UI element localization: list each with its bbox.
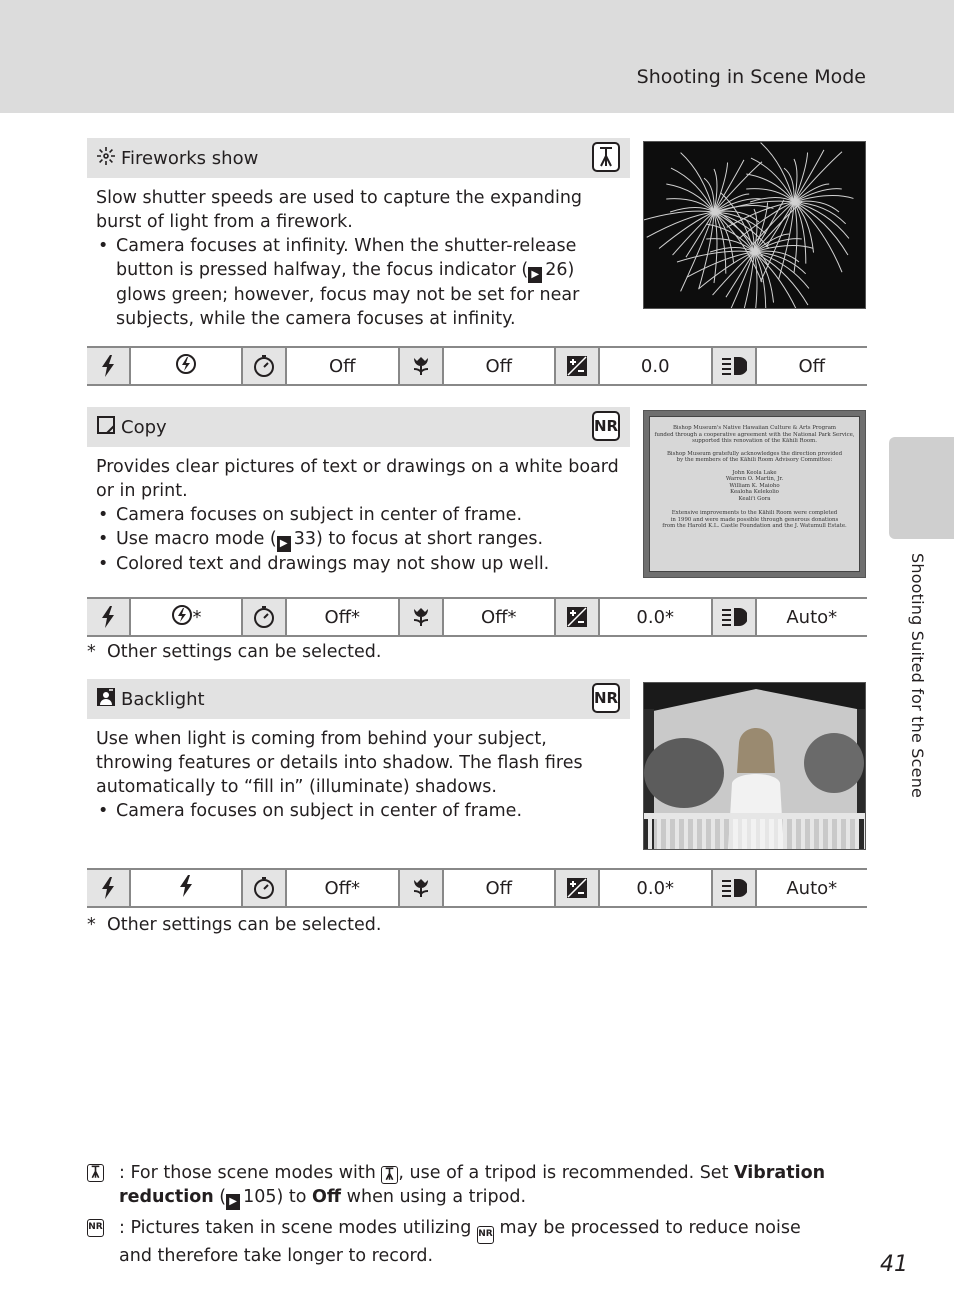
self-timer-value: Off* bbox=[287, 870, 400, 906]
flash-icon bbox=[87, 348, 131, 384]
page-ref-icon: ▶ bbox=[277, 536, 291, 552]
macro-value: Off bbox=[444, 348, 557, 384]
section-intro: Provides clear pictures of text or drawings on a white board or in print. bbox=[96, 457, 619, 501]
bullet-text: Use macro mode ( bbox=[116, 529, 277, 549]
footnote bbox=[87, 915, 381, 935]
section-title-bar bbox=[87, 407, 630, 447]
page-header-title: Shooting in Scene Mode bbox=[636, 66, 866, 88]
backlight-icon bbox=[96, 687, 116, 712]
flash-on-icon bbox=[178, 875, 194, 902]
side-tab-label: Shooting Suited for the Scene bbox=[908, 553, 927, 799]
backlight-photo bbox=[643, 682, 866, 850]
footnote bbox=[87, 642, 381, 662]
sign-line: by the members of the Kāhili Room Advisory Committee: bbox=[676, 457, 833, 463]
footnote-marker: * bbox=[87, 915, 96, 935]
bullet-text: ) to focus at short ranges. bbox=[316, 529, 544, 549]
flash-value bbox=[131, 348, 243, 384]
page-ref-number: 26 bbox=[545, 260, 568, 280]
macro-tulip-icon bbox=[400, 870, 444, 906]
bullet-item: • Colored text and drawings may not show up well. bbox=[96, 552, 626, 576]
bullet-item: • Camera focuses on subject in center of frame. bbox=[96, 799, 626, 823]
macro-value: Off bbox=[444, 870, 557, 906]
exposure-compensation-icon bbox=[556, 870, 600, 906]
flash-icon bbox=[87, 599, 131, 635]
page-ref-number: 105 bbox=[243, 1187, 277, 1207]
flash-icon bbox=[87, 870, 131, 906]
exposure-value: 0.0* bbox=[600, 870, 713, 906]
section-title: Backlight bbox=[121, 689, 205, 710]
note-text: when using a tripod. bbox=[341, 1187, 527, 1207]
page-ref-icon: ▶ bbox=[528, 267, 542, 283]
sign-line: Kealoha Kelekolio bbox=[730, 489, 779, 495]
section-title-bar bbox=[87, 138, 630, 178]
section-body bbox=[96, 455, 626, 576]
bullet-item bbox=[96, 234, 626, 331]
settings-row-fireworks bbox=[87, 346, 867, 386]
bullet-text: ) glows green; however, focus may not be set for near subjects, while the camera focuses at infinity. bbox=[116, 260, 580, 329]
footnote-text: Other settings can be selected. bbox=[107, 642, 382, 662]
sign-line: Warren O. Martin, Jr. bbox=[725, 476, 784, 482]
self-timer-value: Off* bbox=[287, 599, 400, 635]
sign-line: Extensive improvements to the Kāhili Room were completed bbox=[671, 510, 838, 516]
flash-off-icon bbox=[175, 353, 197, 380]
sign-line: supported this renovation of the Kāhili Room. bbox=[692, 438, 817, 444]
noise-reduction-icon: NR bbox=[87, 1219, 104, 1237]
note-text: may be processed to reduce noise and therefore take longer to record. bbox=[119, 1218, 801, 1266]
tripod-icon bbox=[87, 1164, 104, 1182]
section-title: Copy bbox=[121, 417, 167, 438]
section-intro: Slow shutter speeds are used to capture the expanding burst of light from a firework. bbox=[96, 188, 583, 232]
flash-value bbox=[131, 870, 243, 906]
bullet-item: • Camera focuses on subject in center of frame. bbox=[96, 503, 626, 527]
sign-line: in 1990 and were made possible through generous donations bbox=[670, 516, 839, 523]
sign-line: Bishop Museum gratefully acknowledges the direction provided bbox=[666, 450, 843, 457]
self-timer-icon bbox=[243, 599, 287, 635]
footnote-text: Other settings can be selected. bbox=[107, 915, 382, 935]
sign-line: John Keola Lake bbox=[732, 469, 777, 476]
af-assist-icon bbox=[713, 348, 757, 384]
flash-value bbox=[131, 599, 243, 635]
sign-line: from the Harold K.L. Castle Foundation and the J. Watumull Estate. bbox=[662, 523, 847, 529]
sign-line: funded through a cooperative agreement with the National Park Service, bbox=[654, 431, 855, 438]
self-timer-icon bbox=[243, 870, 287, 906]
note-text: ) to bbox=[276, 1187, 313, 1207]
flash-off-icon bbox=[171, 604, 193, 631]
note-tripod bbox=[87, 1161, 827, 1210]
note-text: , use of a tripod is recommended. Set bbox=[398, 1163, 734, 1183]
fireworks-photo bbox=[643, 141, 866, 309]
header-band bbox=[0, 0, 954, 113]
page-ref-icon: ▶ bbox=[226, 1194, 240, 1210]
af-assist-value: Off bbox=[798, 355, 826, 377]
section-title: Fireworks show bbox=[121, 148, 259, 169]
note-noise-reduction bbox=[87, 1216, 827, 1268]
side-tab bbox=[889, 437, 954, 539]
settings-row-copy bbox=[87, 597, 867, 637]
copy-sign-photo bbox=[643, 410, 866, 578]
flash-value-text: * bbox=[192, 606, 202, 628]
section-intro: Use when light is coming from behind your subject, throwing features or details into shadow. The flash fires automatically to “fill in” (illuminate) shadows. bbox=[96, 729, 583, 797]
sign-line: Keali'i Gora bbox=[738, 495, 771, 502]
exposure-compensation-icon bbox=[556, 348, 600, 384]
settings-row-backlight bbox=[87, 868, 867, 908]
bottom-notes bbox=[87, 1161, 827, 1274]
af-assist-icon bbox=[713, 870, 757, 906]
section-body bbox=[96, 186, 626, 331]
page-ref-number: 33 bbox=[293, 529, 317, 549]
self-timer-icon bbox=[243, 348, 287, 384]
exposure-value: 0.0* bbox=[600, 599, 713, 635]
macro-value: Off* bbox=[444, 599, 557, 635]
af-assist-value: Auto* bbox=[786, 877, 838, 899]
fireworks-icon bbox=[96, 146, 116, 171]
bullet-text: Camera focuses at infinity. When the shutter-release button is pressed halfway, the focus indicator ( bbox=[116, 236, 577, 280]
noise-reduction-icon: NR bbox=[592, 411, 620, 441]
macro-tulip-icon bbox=[400, 348, 444, 384]
copy-icon bbox=[96, 415, 116, 440]
section-body bbox=[96, 727, 626, 823]
footnote-marker: * bbox=[87, 642, 96, 662]
sign-line: Bishop Museum's Native Hawaiian Culture & Arts Program bbox=[672, 425, 837, 431]
af-assist-icon bbox=[713, 599, 757, 635]
macro-tulip-icon bbox=[400, 599, 444, 635]
tripod-icon bbox=[381, 1166, 398, 1184]
noise-reduction-icon: NR bbox=[477, 1226, 494, 1244]
self-timer-value: Off bbox=[287, 348, 400, 384]
note-text: : Pictures taken in scene modes utilizing bbox=[119, 1218, 477, 1238]
vibration-reduction-term: Vibration reduction bbox=[119, 1163, 826, 1207]
af-assist-value: Auto* bbox=[786, 606, 838, 628]
section-title-bar bbox=[87, 679, 630, 719]
off-term: Off bbox=[312, 1187, 342, 1207]
tripod-icon bbox=[592, 142, 620, 172]
note-text: : For those scene modes with bbox=[119, 1163, 382, 1183]
bullet-item bbox=[96, 527, 626, 552]
note-text: ( bbox=[213, 1187, 227, 1207]
exposure-value: 0.0 bbox=[600, 348, 713, 384]
noise-reduction-icon: NR bbox=[592, 683, 620, 713]
exposure-compensation-icon bbox=[556, 599, 600, 635]
page-number: 41 bbox=[880, 1252, 908, 1277]
sign-line: William K. Maioho bbox=[729, 482, 780, 489]
